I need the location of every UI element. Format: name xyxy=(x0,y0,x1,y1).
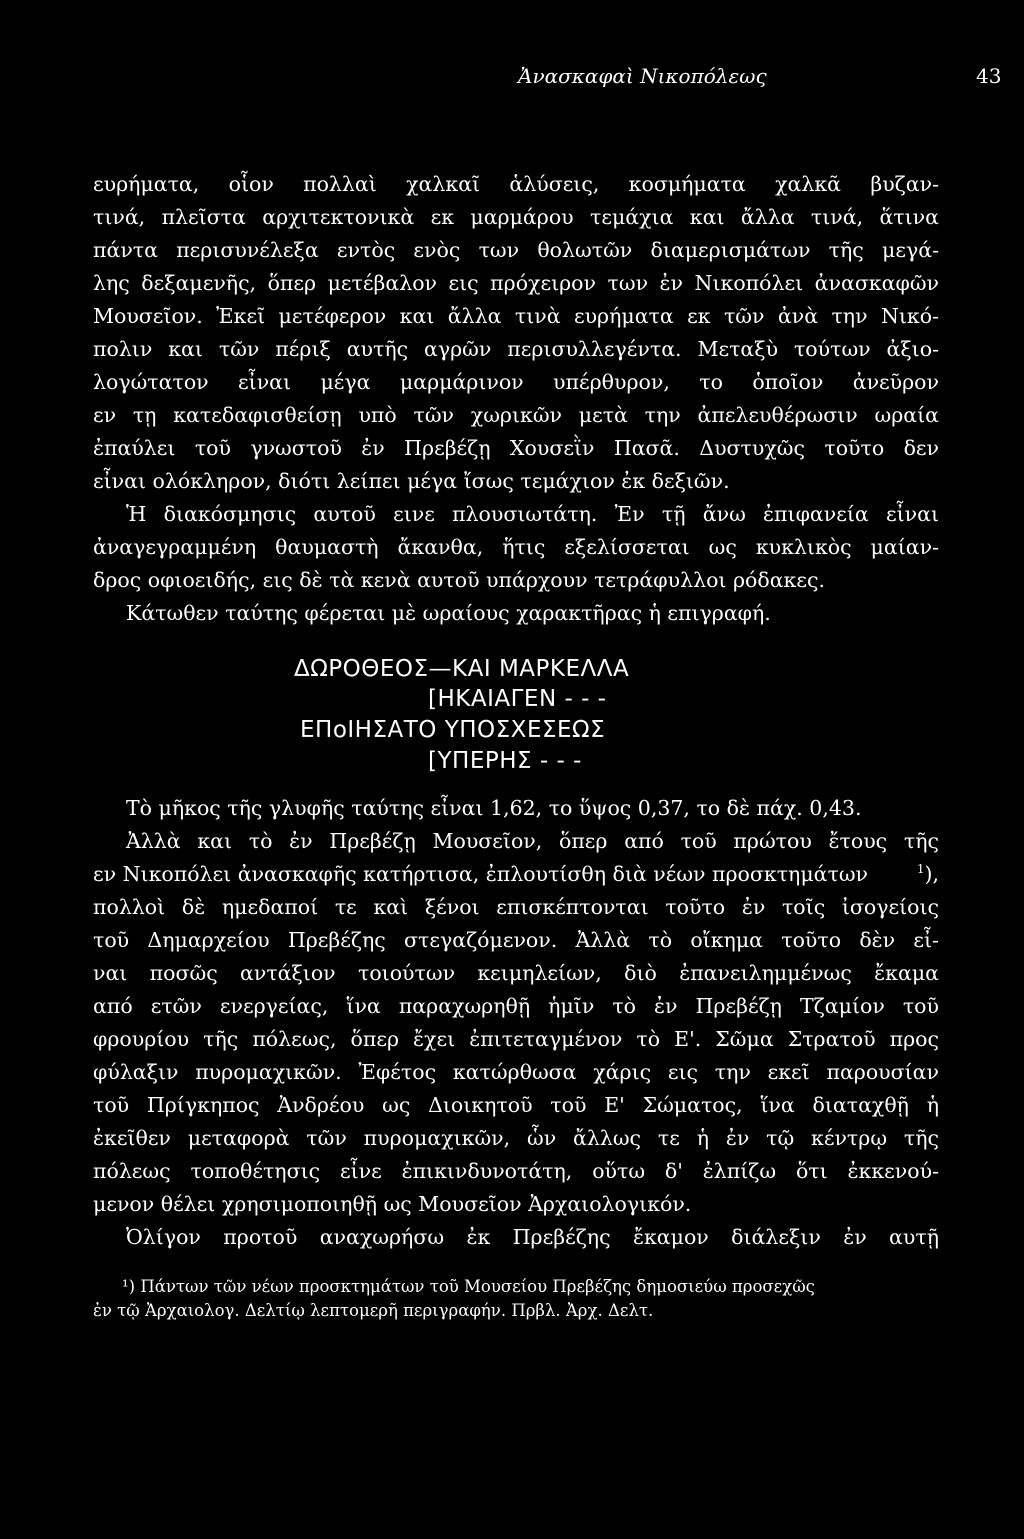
text-line: λης δεξαμενῆς, ὅπερ μετέβαλον εις πρόχειρον των ἐν Νικοπόλει ἀνασκαφῶν xyxy=(93,271,939,295)
text-line: Κάτωθεν ταύτης φέρεται μὲ ωραίους χαρακτῆρας ἡ επιγραφή. xyxy=(126,601,771,625)
text-line: πάντα περισυνέλεξα εντὸς ενὸς των θολωτῶν διαμερισμάτων τῆς μεγά- xyxy=(93,238,939,262)
text-line: εἶναι ολόκληρον, διότι λείπει μέγα ἴσως τεμάχιον ἐκ δεξιῶν. xyxy=(93,469,730,493)
text-line: μενον θέλει χρησιμοποιηθῇ ως Μουσεῖον Ἀρχαιολογικόν. xyxy=(93,1192,692,1216)
text-line: λογώτατον εἶναι μέγα μαρμάρινον υπέρθυρον, το ὁποῖον ἀνεῦρον xyxy=(93,370,939,394)
text-line: ἐπαύλει τοῦ γνωστοῦ ἐν Πρεβέζῃ Χουσεῒν Πασᾶ. Δυστυχῶς τοῦτο δεν xyxy=(93,436,939,460)
inscription-line: ΔΩΡΟΘΕΟΣ—ΚΑΙ ΜΑΡΚΕΛΛΑ xyxy=(294,656,630,682)
text-line: πολλοὶ δὲ ημεδαποί τε καὶ ξένοι επισκέπτονται τοῦτο ἐν τοῖς ἰσογείοις xyxy=(93,895,939,919)
page-number: 43 xyxy=(976,64,1002,88)
text-line: φρουρίου τῆς πόλεως, ὅπερ ἔχει ἐπιτεταγμένον τὸ Ε'. Σῶμα Στρατοῦ προς xyxy=(93,1027,939,1051)
footnote-line xyxy=(122,1276,939,1298)
text-line: Ἀλλὰ και τὸ ἐν Πρεβέζῃ Μουσεῖον, ὅπερ από τοῦ πρώτου ἔτους τῆς xyxy=(126,829,939,853)
footnote-ref-number: 1 xyxy=(916,862,925,877)
text-line: ἀναγεγραμμένη θαυμαστὴ ἄκανθα, ἥτις εξελίσσεται ως κυκλικὸς μαίαν- xyxy=(93,535,939,559)
text-line: ναι ποσῶς αντάξιον τοιούτων κειμηλείων, διὸ ἐπανειλημμένως ἔκαμα xyxy=(93,961,939,985)
text-line: Ὀλίγον προτοῦ αναχωρήσω ἐκ Πρεβέζης ἔκαμον διάλεξιν ἐν αυτῇ xyxy=(126,1225,939,1249)
inscription-line: [ΥΠΕΡΗΣ - - - xyxy=(428,748,582,774)
footnote-text: Πάντων τῶν νέων προσκτημάτων τοῦ Μουσείου Πρεβέζης δημοσιεύω προσεχῶς xyxy=(140,1277,815,1296)
text-line: εν τῃ κατεδαφισθείσῃ υπὸ τῶν χωρικῶν μετὰ την ἀπελευθέρωσιν ωραία xyxy=(93,403,939,427)
text-line: πολιν και τῶν πέριξ αυτῆς αγρῶν περισυλλεγέντα. Μεταξὺ τούτων ἀξιο- xyxy=(93,337,939,361)
text-line: τινά, πλεῖστα αρχιτεκτονικὰ εκ μαρμάρου τεμάχια και ἄλλα τινά, ἅτινα xyxy=(93,205,939,229)
text-line: Μουσεῖον. Ἐκεῖ μετέφερον και ἄλλα τινὰ ευρήματα εκ τῶν ἀνὰ την Νικό- xyxy=(93,304,939,328)
text-line-main: εν Νικοπόλει ἀνασκαφῆς κατήρτισα, ἐπλουτίσθη διὰ νέων προσκτημάτων xyxy=(93,862,869,886)
text-line xyxy=(93,860,939,888)
text-line: από ετῶν ενεργείας, ἵνα παραχωρηθῇ ἡμῖν τὸ ἐν Πρεβέζῃ Τζαμίον τοῦ xyxy=(93,994,939,1018)
footnote-marker: ¹) xyxy=(122,1277,136,1296)
running-title: Ἀνασκαφαὶ Νικοπόλεως xyxy=(518,64,767,88)
text-line: Ἡ διακόσμησις αυτοῦ εινε πλουσιωτάτη. Ἐν τῇ ἄνω ἐπιφανεία εἶναι xyxy=(126,502,939,526)
text-line: τοῦ Πρίγκηπος Ἀνδρέου ως Διοικητοῦ τοῦ Ε' Σώματος, ἵνα διαταχθῇ ἡ xyxy=(93,1093,939,1117)
inscription-line: ΕΠοΙΗΣΑΤΟ ΥΠΟΣΧΕΣΕΩΣ xyxy=(300,717,606,743)
footnote-reference xyxy=(917,860,939,888)
text-line: τοῦ Δημαρχείου Πρεβέζης στεγαζόμενον. Ἀλλὰ τὸ οἴκημα τοῦτο δὲν εἶ- xyxy=(93,928,939,952)
measurement-line: Τὸ μῆκος τῆς γλυφῆς ταύτης εἶναι 1,62, το ὕψος 0,37, το δὲ πάχ. 0,43. xyxy=(126,796,862,820)
footnote-ref-suffix: ), xyxy=(924,862,939,886)
text-line: φύλαξιν πυρομαχικῶν. Ἐφέτος κατώρθωσα χάρις εις την εκεῖ παρουσίαν xyxy=(93,1060,939,1084)
page-header xyxy=(0,64,1024,104)
text-line: ευρήματα, οἷον πολλαὶ χαλκαῖ ἁλύσεις, κοσμήματα χαλκᾶ βυζαν- xyxy=(93,172,939,196)
text-line: ἐκεῖθεν μεταφορὰ τῶν πυρομαχικῶν, ὧν ἄλλως τε ἡ ἐν τῷ κέντρῳ τῆς xyxy=(93,1126,939,1150)
text-line: δρος οφιοειδής, εις δὲ τὰ κενὰ αυτοῦ υπάρχουν τετράφυλλοι ρόδακες. xyxy=(93,568,825,592)
text-line: πόλεως τοποθέτησις εἶνε ἐπικινδυνοτάτη, οὕτω δ' ἐλπίζω ὅτι ἐκκενού- xyxy=(93,1159,939,1183)
footnote-line: ἐν τῷ Ἀρχαιολογ. Δελτίῳ λεπτομερῆ περιγραφήν. Πρβλ. Ἀρχ. Δελτ. xyxy=(93,1301,654,1320)
inscription-line: [ΗΚΑΙΑΓΕΝ - - - xyxy=(428,686,607,712)
